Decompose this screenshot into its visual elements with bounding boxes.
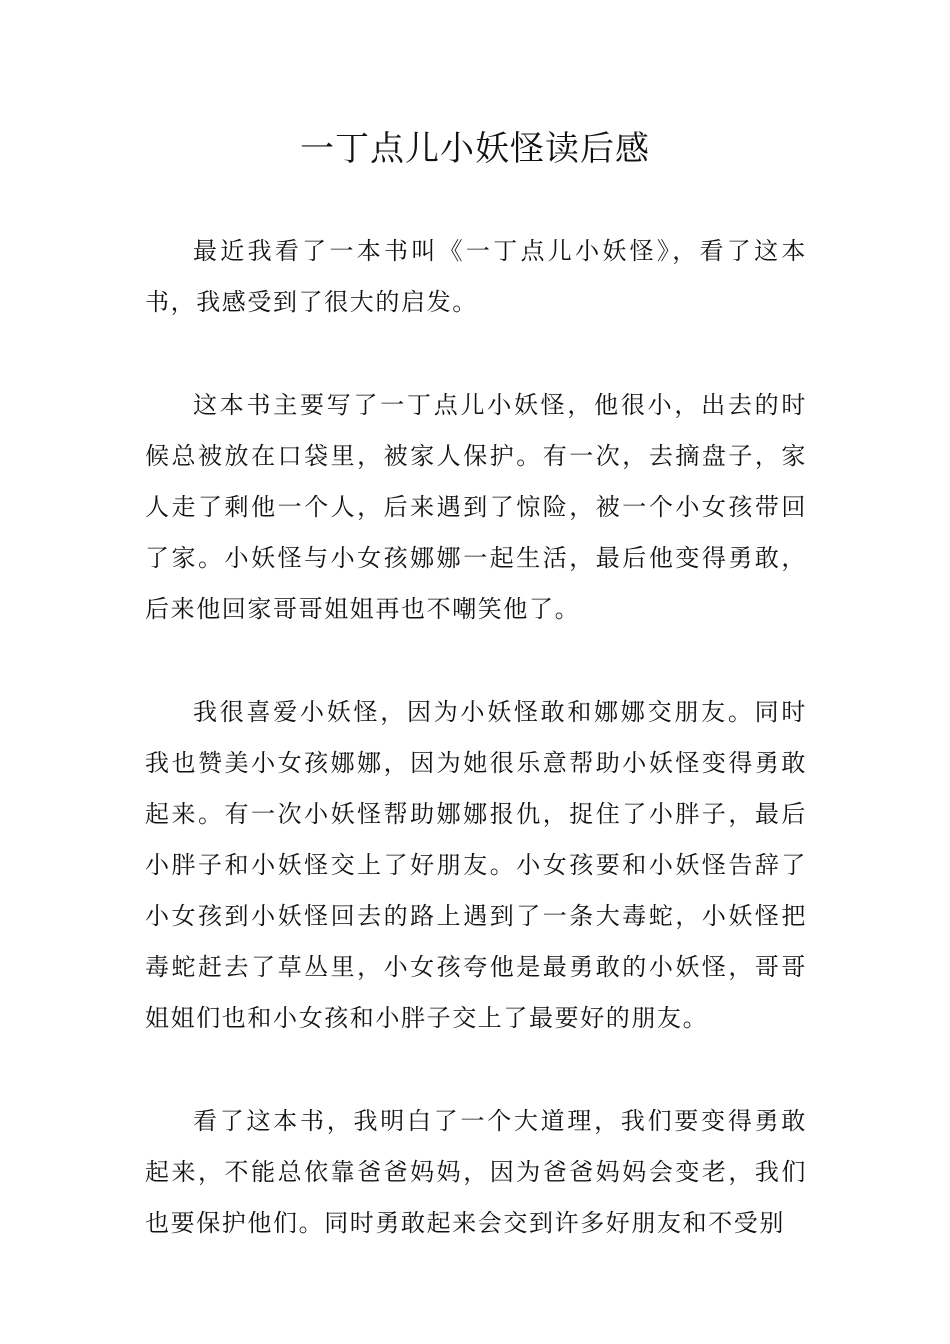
paragraph-3: 我很喜爱小妖怪，因为小妖怪敢和娜娜交朋友。同时我也赞美小女孩娜娜，因为她很乐意帮助小妖怪变得勇敢起来。有一次小妖怪帮助娜娜报仇，捉住了小胖子，最后小胖子和小妖怪交上了好朋友。小女孩要和小妖怪告辞了小女孩到小妖怪回去的路上遇到了一条大毒蛇，小妖怪把毒蛇赶去了草丛里，小女孩夸他是最勇敢的小妖怪，哥哥姐姐们也和小女孩和小胖子交上了最要好的朋友。 <box>145 698 807 1032</box>
document-title: 一丁点儿小妖怪读后感 <box>300 129 650 169</box>
paragraph-1: 最近我看了一本书叫《一丁点儿小妖怪》，看了这本书，我感受到了很大的启发。 <box>145 237 807 316</box>
document-body <box>145 226 807 1301</box>
paragraph-2: 这本书主要写了一丁点儿小妖怪，他很小，出去的时候总被放在口袋里，被家人保护。有一次，去摘盘子，家人走了剩他一个人，后来遇到了惊险，被一个小女孩带回了家。小妖怪与小女孩娜娜一起生活，最后他变得勇敢，后来他回家哥哥姐姐再也不嘲笑他了。 <box>145 391 807 623</box>
paragraph-4: 看了这本书，我明白了一个大道理，我们要变得勇敢起来，不能总依靠爸爸妈妈，因为爸爸妈妈会变老，我们也要保护他们。同时勇敢起来会交到许多好朋友和不受别 <box>145 1107 807 1237</box>
